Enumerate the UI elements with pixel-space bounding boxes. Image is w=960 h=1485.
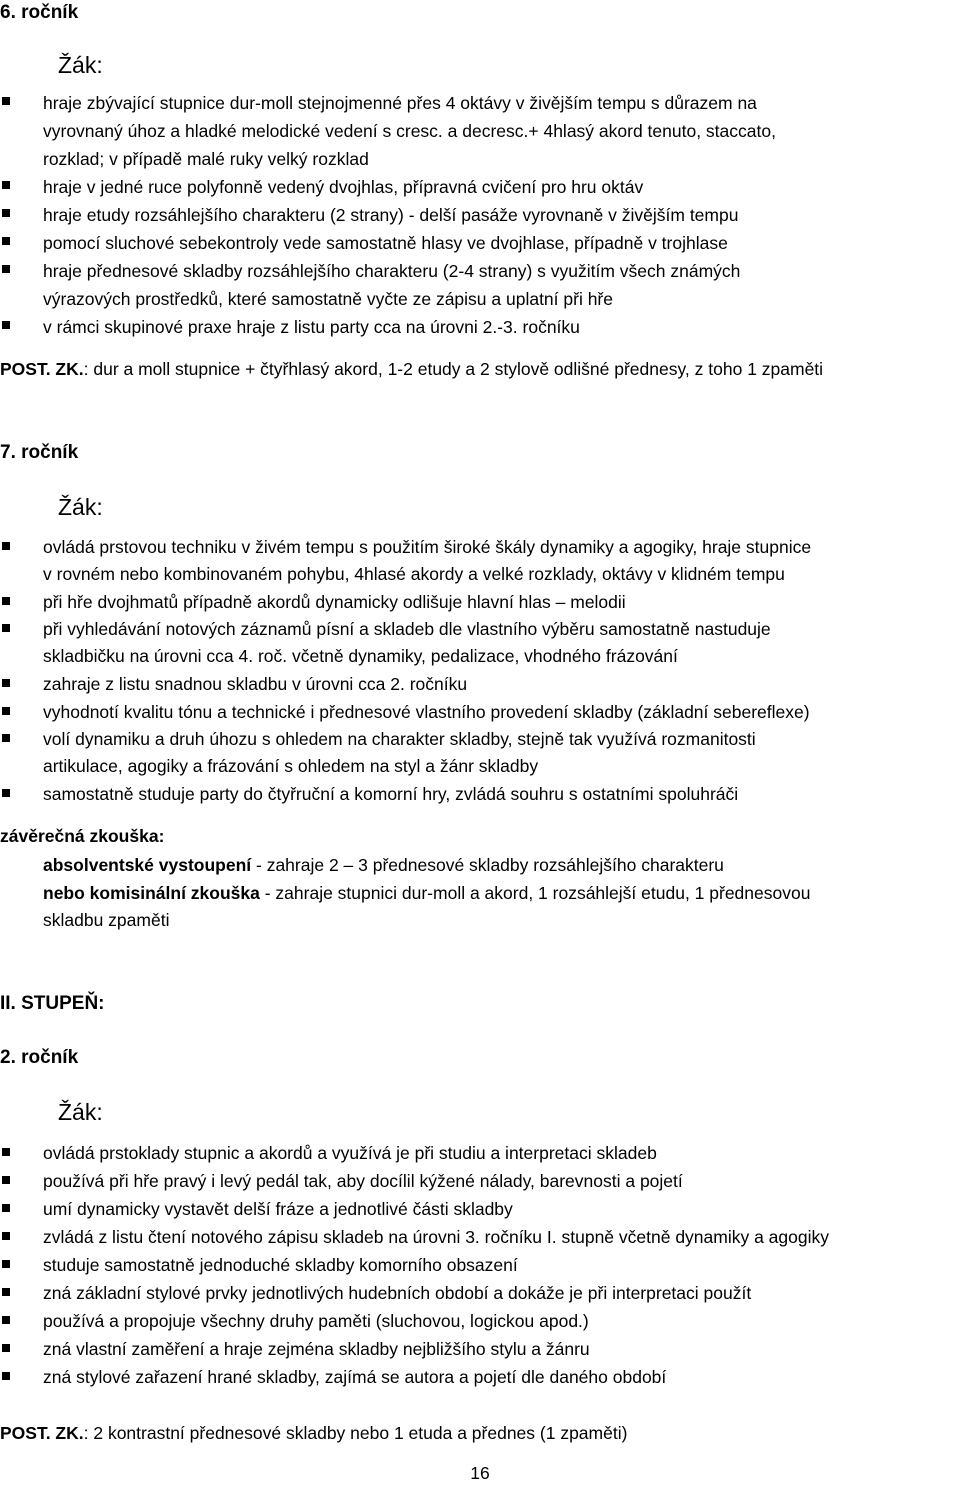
list-item-continuation: vyrovnaný úhoz a hladké melodické vedení s cresc. a decresc.+ 4hlasý akord tenuto, staccato, <box>43 121 776 141</box>
post-zk-line <box>0 359 823 380</box>
list-item-continuation: skladbičku na úrovni cca 4. roč. včetně dynamiky, pedalizace, vhodného frázování <box>43 646 678 666</box>
bullet-icon <box>2 597 10 605</box>
final-exam-option-2 <box>43 883 810 904</box>
list-item: zná stylové zařazení hrané skladby, zajímá se autora a pojetí dle daného období <box>43 1367 667 1387</box>
section-title-2-rocnik: 2. ročník <box>0 1047 79 1068</box>
list-item-continuation: rozklad; v případě malé ruky velký rozklad <box>43 149 369 169</box>
final-exam-option-2-continuation: skladbu zpaměti <box>43 910 170 930</box>
list-item-continuation: výrazových prostředků, které samostatně vyčte ze zápisu a uplatní při hře <box>43 289 613 309</box>
zak-label: Žák: <box>58 52 103 78</box>
list-item: zná vlastní zaměření a hraje zejména skladby nejbližšího stylu a žánru <box>43 1339 590 1359</box>
post-zk-text: : 2 kontrastní přednesové skladby nebo 1 etuda a přednes (1 zpaměti) <box>83 1423 628 1443</box>
bullet-icon <box>2 542 10 550</box>
stage-title: II. STUPEŇ: <box>0 993 105 1014</box>
bullet-icon <box>2 209 10 217</box>
bullet-icon <box>2 1232 10 1240</box>
bullet-icon <box>2 1372 10 1380</box>
bullet-icon <box>2 265 10 273</box>
section-title-6-rocnik: 6. ročník <box>0 2 79 23</box>
list-item: vyhodnotí kvalitu tónu a technické i přednesové vlastního provedení skladby (základní sebereflexe) <box>43 702 810 722</box>
final-exam-option-2-title: nebo komisinální zkouška <box>43 883 260 903</box>
list-item: hraje etudy rozsáhlejšího charakteru (2 strany) - delší pasáže vyrovnaně v živějším tempu <box>43 205 739 225</box>
zak-label: Žák: <box>58 494 103 520</box>
zak-label: Žák: <box>58 1099 103 1125</box>
bullet-icon <box>2 789 10 797</box>
post-zk-text: : dur a moll stupnice + čtyřhlasý akord, 1-2 etudy a 2 stylově odlišné přednesy, z toho 1 zpaměti <box>83 359 824 379</box>
bullet-icon <box>2 97 10 105</box>
list-item-continuation: artikulace, agogiky a frázování s ohledem na styl a žánr skladby <box>43 756 539 776</box>
bullet-icon <box>2 679 10 687</box>
final-exam-option-1-text: - zahraje 2 – 3 přednesové skladby rozsáhlejšího charakteru <box>251 855 724 875</box>
section-title-7-rocnik: 7. ročník <box>0 442 79 463</box>
list-item: ovládá prstovou techniku v živém tempu s použitím široké škály dynamiky a agogiky, hraje stupnice <box>43 537 812 557</box>
post-zk-line <box>0 1423 627 1444</box>
post-zk-label: POST. ZK. <box>0 1423 84 1443</box>
list-item: hraje zbývající stupnice dur-moll stejnojmenné přes 4 oktávy v živějším tempu s důrazem na <box>43 93 757 113</box>
list-item: zahraje z listu snadnou skladbu v úrovni cca 2. ročníku <box>43 674 468 694</box>
list-item: studuje samostatně jednoduché skladby komorního obsazení <box>43 1255 518 1275</box>
final-exam-label: závěrečná zkouška: <box>0 826 165 846</box>
bullet-icon <box>2 707 10 715</box>
list-item: volí dynamiku a druh úhozu s ohledem na charakter skladby, stejně tak využívá rozmanitosti <box>43 729 756 749</box>
final-exam-option-1 <box>43 855 724 876</box>
final-exam-option-2-text: - zahraje stupnici dur-moll a akord, 1 rozsáhlejší etudu, 1 přednesovou <box>259 883 811 903</box>
list-item: zná základní stylové prvky jednotlivých hudebních období a dokáže je při interpretaci použít <box>43 1283 752 1303</box>
list-item-continuation: v rovném nebo kombinovaném pohybu, 4hlasé akordy a velké rozklady, oktávy v klidném tempu <box>43 564 785 584</box>
list-item: samostatně studuje party do čtyřruční a komorní hry, zvládá souhru s ostatními spoluhráči <box>43 784 739 804</box>
list-item: ovládá prstoklady stupnic a akordů a využívá je při studiu a interpretaci skladeb <box>43 1143 657 1163</box>
list-item: pomocí sluchové sebekontroly vede samostatně hlasy ve dvojhlase, případně v trojhlase <box>43 233 728 253</box>
bullet-icon <box>2 181 10 189</box>
list-item: používá a propojuje všechny druhy paměti (sluchovou, logickou apod.) <box>43 1311 589 1331</box>
list-item: hraje v jedné ruce polyfonně vedený dvojhlas, přípravná cvičení pro hru oktáv <box>43 177 644 197</box>
bullet-icon <box>2 1148 10 1156</box>
page-number: 16 <box>470 1463 490 1483</box>
final-exam-option-1-title: absolventské vystoupení <box>43 855 252 875</box>
list-item: v rámci skupinové praxe hraje z listu party cca na úrovni 2.-3. ročníku <box>43 317 580 337</box>
bullet-icon <box>2 1288 10 1296</box>
post-zk-label: POST. ZK. <box>0 359 84 379</box>
bullet-icon <box>2 1176 10 1184</box>
bullet-icon <box>2 1260 10 1268</box>
bullet-icon <box>2 1316 10 1324</box>
list-item: při hře dvojhmatů případně akordů dynamicky odlišuje hlavní hlas – melodii <box>43 592 626 612</box>
list-item: používá při hře pravý i levý pedál tak, aby docílil kýžené nálady, barevnosti a pojetí <box>43 1171 683 1191</box>
bullet-icon <box>2 624 10 632</box>
list-item: umí dynamicky vystavět delší fráze a jednotlivé části skladby <box>43 1199 513 1219</box>
bullet-icon <box>2 1204 10 1212</box>
bullet-icon <box>2 1344 10 1352</box>
list-item: při vyhledávání notových záznamů písní a skladeb dle vlastního výběru samostatně nastuduje <box>43 619 771 639</box>
bullet-icon <box>2 321 10 329</box>
list-item: hraje přednesové skladby rozsáhlejšího charakteru (2-4 strany) s využitím všech známých <box>43 261 741 281</box>
bullet-icon <box>2 734 10 742</box>
list-item: zvládá z listu čtení notového zápisu skladeb na úrovni 3. ročníku I. stupně včetně dynamiky a agogiky <box>43 1227 830 1247</box>
bullet-icon <box>2 237 10 245</box>
